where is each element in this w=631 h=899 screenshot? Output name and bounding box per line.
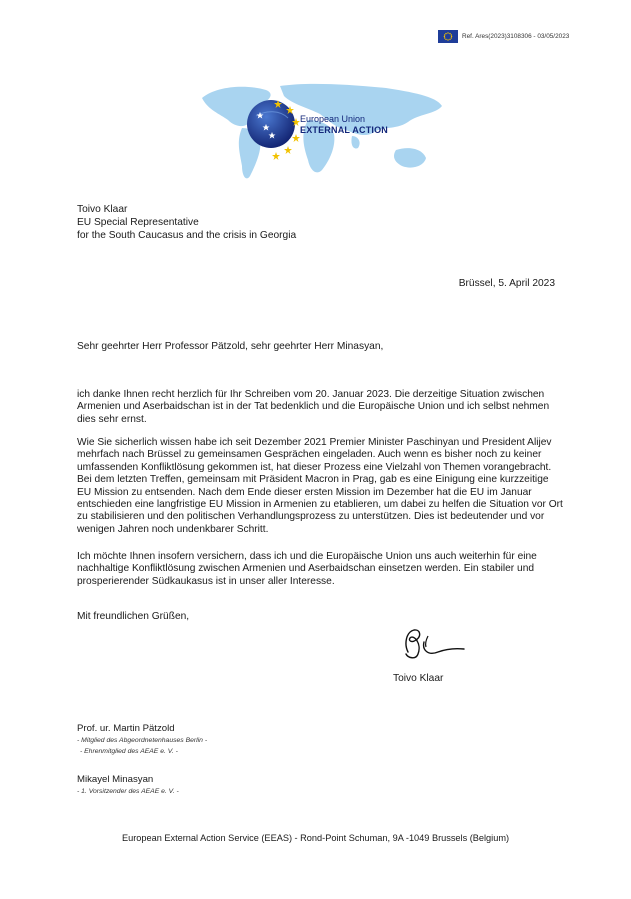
sender-title: EU Special Representative bbox=[77, 217, 199, 228]
paragraph-3: Ich möchte Ihnen insofern versichern, dass ich und die Europäische Union uns auch weiterhin für eine nachhaltige Konfliktlösung zwischen Armenien und Aserbaidschan einsetzen werden. Ein stabiler und prosperierender Südkaukasus ist in unser aller Interesse. bbox=[77, 551, 537, 587]
recipient-2-name: Mikayel Minasyan bbox=[77, 774, 154, 785]
sender-subtitle: for the South Caucasus and the crisis in Georgia bbox=[77, 230, 297, 241]
logo-line-1: European Union bbox=[300, 114, 366, 124]
eu-external-action-logo bbox=[196, 80, 446, 188]
handwritten-signature bbox=[394, 622, 468, 664]
recipient-1-role-1: - Mitglied des Abgeordnetenhauses Berlin - bbox=[77, 737, 208, 744]
letter-date: Brüssel, 5. April 2023 bbox=[458, 278, 555, 289]
page-footer: European External Action Service (EEAS) - Rond-Point Schuman, 9A -1049 Brussels (Belgium) bbox=[121, 833, 510, 843]
sender-name: Toivo Klaar bbox=[77, 204, 128, 215]
eu-flag-icon bbox=[438, 30, 458, 43]
paragraph-2: Wie Sie sicherlich wissen habe ich seit Dezember 2021 Premier Minister Paschinyan und President Alijev mehrfach nach Brüssel zu gemeinsamen Gesprächen eingeladen. Auch wenn es bisher noch zu keiner umfassenden Konfliktlösung gekommen ist, hat dieser Prozess eine Vielzahl von Themen vorangebracht. Bei dem letzten Treffen, gemeinsam mit Präsident Macron in Prag, gab es eine Einigung eine kurzzeitige EU Mission zu entsenden. Nach dem Ende dieser ersten Mission im Dezember hat die EU im Januar entschieden eine langfristige EU Mission in Armenien zu etablieren, um dabei zu helfen die Situation vor Ort zu stabilisieren und den politischen Verhandlungsprozess zu unterstützen. Dies ist bedeutender und vor wenigen Jahren noch undenkbarer Schritt. bbox=[77, 437, 563, 535]
reference-number: Ref. Ares(2023)3108306 - 03/05/2023 bbox=[462, 33, 570, 40]
recipient-2-role-1: - 1. Vorsitzender des AEAE e. V. - bbox=[77, 788, 179, 795]
sender-block bbox=[77, 203, 296, 242]
salutation: Sehr geehrter Herr Professor Pätzold, sehr geehrter Herr Minasyan, bbox=[77, 341, 384, 352]
logo-wordmark bbox=[300, 114, 388, 136]
paragraph-1: ich danke Ihnen recht herzlich für Ihr Schreiben vom 20. Januar 2023. Die derzeitige Situation zwischen Armenien und Aserbaidschan ist in der Tat bedenklich und die Europäische Union und ich selbst nehmen dies sehr ernst. bbox=[77, 389, 550, 425]
recipient-1-role-2: - Ehrenmitglied des AEAE e. V. - bbox=[80, 748, 178, 755]
recipient-1-name: Prof. ur. Martin Pätzold bbox=[77, 723, 175, 734]
reference-stamp bbox=[438, 30, 569, 43]
closing-phrase: Mit freundlichen Grüßen, bbox=[77, 611, 190, 622]
signer-name: Toivo Klaar bbox=[393, 673, 444, 684]
logo-line-2: EXTERNAL ACTION bbox=[300, 125, 389, 135]
